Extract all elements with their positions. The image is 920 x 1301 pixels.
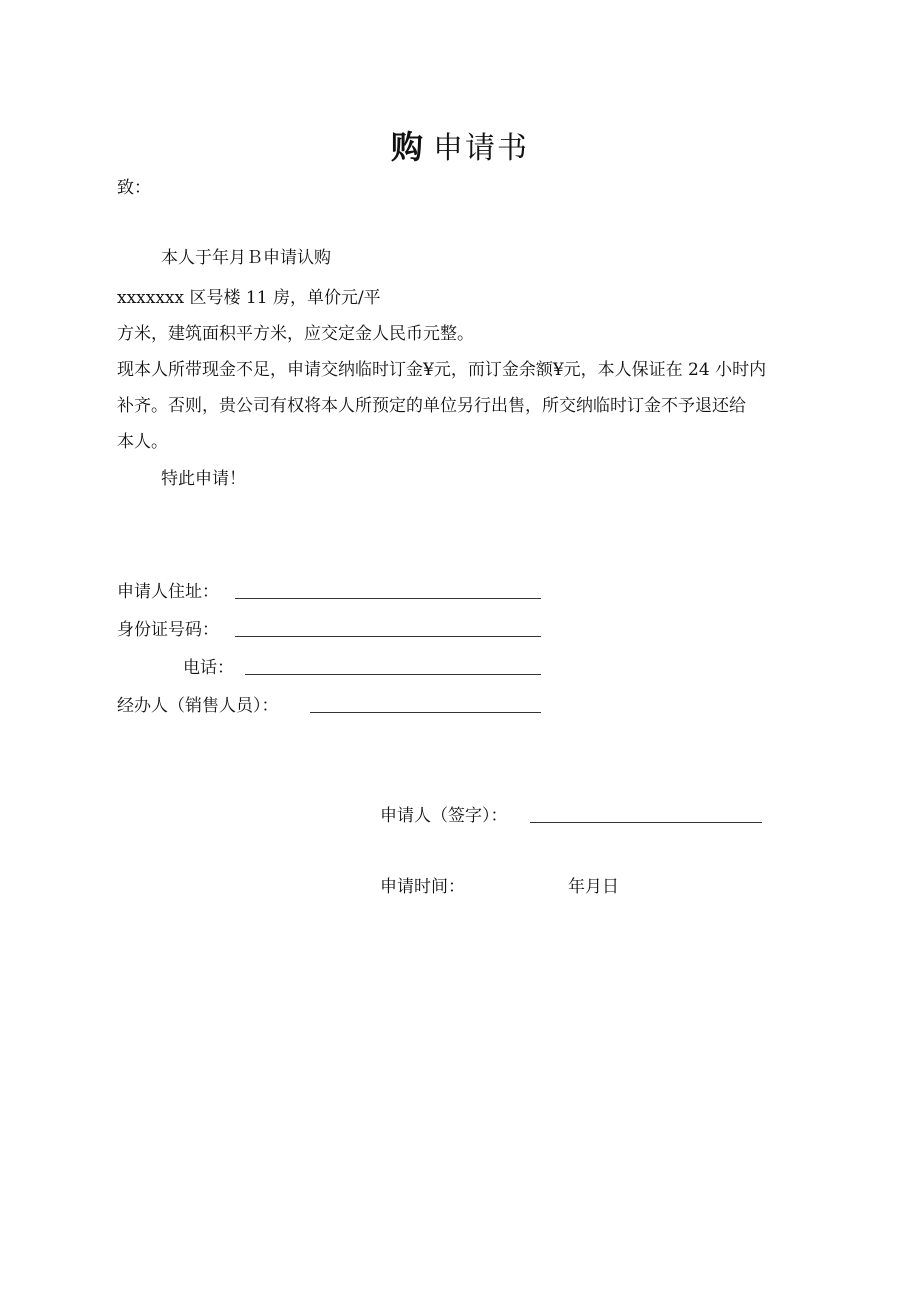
salutation: 致： <box>117 178 151 198</box>
id-number-label: 身份证号码： <box>117 620 219 640</box>
address-label: 申请人住址： <box>117 582 219 602</box>
body-line-6: 本人。 <box>117 432 168 452</box>
phone-field[interactable] <box>245 674 541 675</box>
title-part2: 申请书 <box>433 131 529 166</box>
date-label: 申请时间： <box>380 877 465 897</box>
body-line-1: 本人于年月Ｂ申请认购 <box>161 248 331 268</box>
body-line-3: 方米，建筑面积平方米，应交定金人民币元整。 <box>117 324 474 344</box>
signature-field[interactable] <box>530 822 762 823</box>
title-part1: 购 <box>390 128 425 166</box>
body-line-2: xxxxxxx 区号楼 11 房，单价元/平 <box>117 288 381 308</box>
document-title <box>0 122 920 168</box>
phone-label: 电话： <box>183 658 234 678</box>
id-number-field[interactable] <box>235 636 541 637</box>
address-field[interactable] <box>235 598 541 599</box>
agent-label: 经办人（销售人员）： <box>117 696 279 716</box>
date-value[interactable]: 年月日 <box>568 877 619 897</box>
closing-line: 特此申请！ <box>161 469 246 489</box>
agent-field[interactable] <box>310 712 541 713</box>
body-line-5: 补齐。否则，贵公司有权将本人所预定的单位另行出售，所交纳临时订金不予退还给 <box>117 396 746 416</box>
body-line-4: 现本人所带现金不足，申请交纳临时订金¥元，而订金余额¥元，本人保证在 24 小时内 <box>117 360 767 380</box>
signer-label: 申请人（签字）： <box>380 806 508 826</box>
